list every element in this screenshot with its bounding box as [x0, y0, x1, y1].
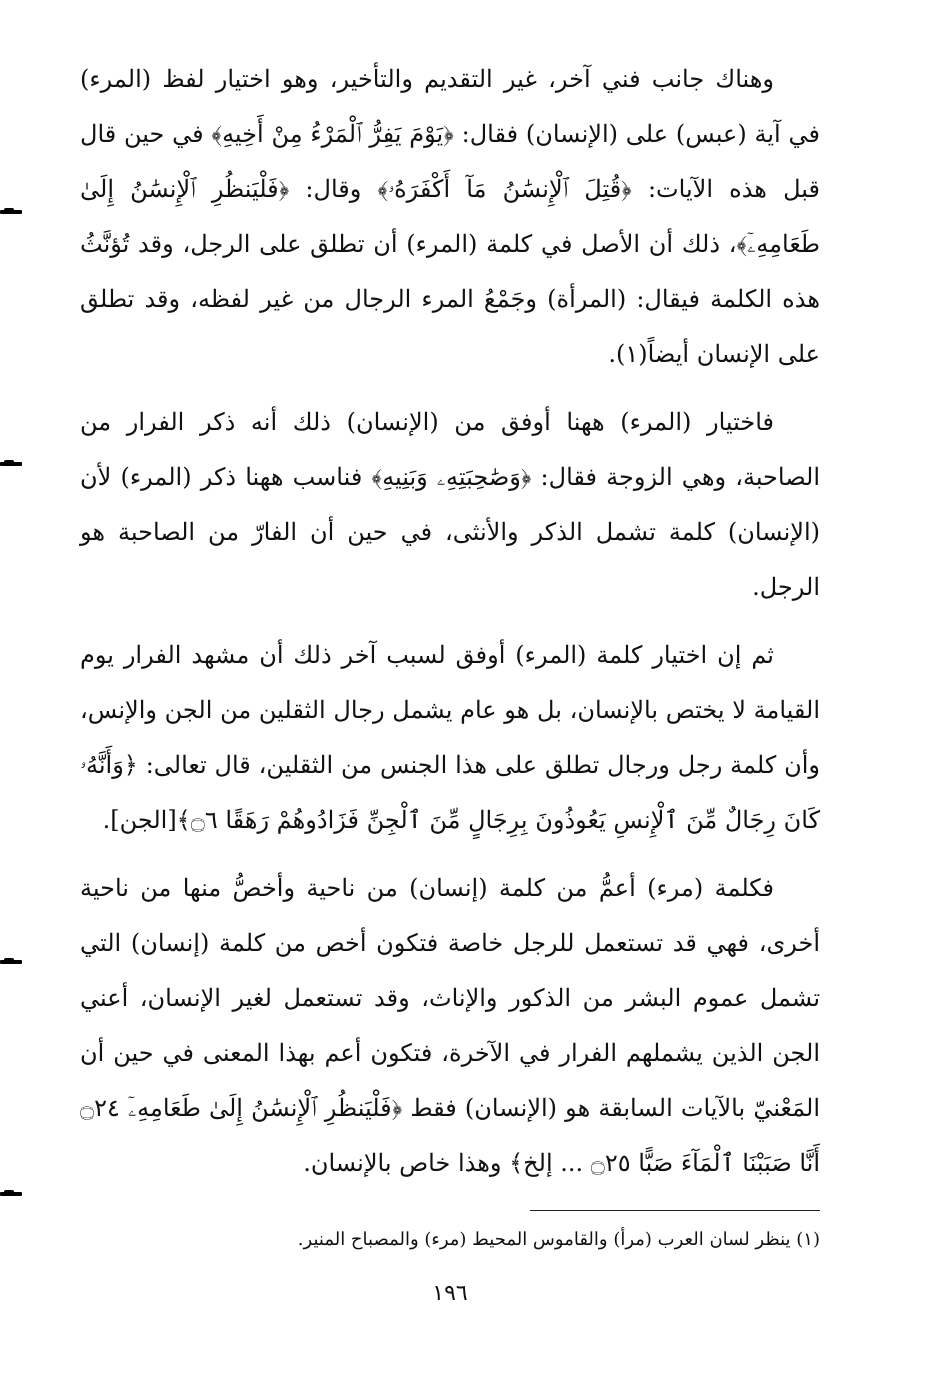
paragraph-4: فكلمة (مرء) أعمُّ من كلمة (إنسان) من ناحية وأخصُّ منها من ناحية أخرى، فهي قد تستعمل للرجل خاصة فتكون أخص من كلمة (إنسان) التي تشمل عموم البشر من الذكور والإناث، وقد تستعمل لغير الإنسان، أعني الجن الذين يشملهم الفرار في الآخرة، فتكون أعم بهذا المعنى في حين أن المَعْنيّ بالآيات السابقة هو (الإنسان) فقط ﴿فَلْيَنظُرِ ٱلْإِنسَٰنُ إِلَىٰ طَعَامِهِۦٓ ۝٢٤ أَنَّا صَبَبْنَا ٱلْمَآءَ صَبًّا ۝٢٥ ... إلخ﴾ وهذا خاص بالإنسان. — [80, 874, 820, 1177]
footnote: (١) ينظر لسان العرب (مرأ) والقاموس المحيط (مرء) والمصباح المنير. — [297, 1229, 820, 1250]
page-number: ١٩٦ — [432, 1281, 468, 1306]
paragraph-1: وهناك جانب فني آخر، غير التقديم والتأخير، وهو اختيار لفظ (المرء) في آية (عبس) على (الإنسان) فقال: ﴿يَوْمَ يَفِرُّ ٱلْمَرْءُ مِنْ أَخِيهِ﴾ في حين قال قبل هذه الآيات: ﴿قُتِلَ ٱلْإِنسَٰنُ مَآ أَكْفَرَهُۥ﴾ وقال: ﴿فَلْيَنظُرِ ٱلْإِنسَٰنُ إِلَىٰ طَعَامِهِۦٓ﴾، ذلك أن الأصل في كلمة (المرء) أن تطلق على الرجل، وقد تُؤنَّثُ هذه الكلمة فيقال: (المرأة) وجَمْعُ المرء الرجال من غير لفظه، وقد تطلق على الإنسان أيضاً(١). — [80, 65, 820, 368]
scan-edge-mark — [0, 462, 22, 466]
scan-edge-mark — [0, 960, 22, 964]
scan-edge-mark — [0, 210, 22, 214]
footnote-separator — [530, 1210, 820, 1211]
scan-edge-mark — [0, 1192, 22, 1196]
paragraph-3: ثم إن اختيار كلمة (المرء) أوفق لسبب آخر ذلك أن مشهد الفرار يوم القيامة لا يختص بالإنسان، بل هو عام يشمل رجال الثقلين من الجن والإنس، وأن كلمة رجل ورجال تطلق على هذا الجنس من الثقلين، قال تعالى: ﴿وَأَنَّهُۥ كَانَ رِجَالٌ مِّنَ ٱلْإِنسِ يَعُوذُونَ بِرِجَالٍ مِّنَ ٱلْجِنِّ فَزَادُوهُمْ رَهَقًا ۝٦﴾[الجن]. — [80, 641, 820, 834]
paragraph-2: فاختيار (المرء) ههنا أوفق من (الإنسان) ذلك أنه ذكر الفرار من الصاحبة، وهي الزوجة فقال: ﴿وَصَٰحِبَتِهِۦ وَبَنِيهِ﴾ فناسب ههنا ذكر (المرء) لأن (الإنسان) كلمة تشمل الذكر والأنثى، في حين أن الفارّ من الصاحبة هو الرجل. — [80, 408, 821, 601]
book-page — [80, 52, 820, 1352]
